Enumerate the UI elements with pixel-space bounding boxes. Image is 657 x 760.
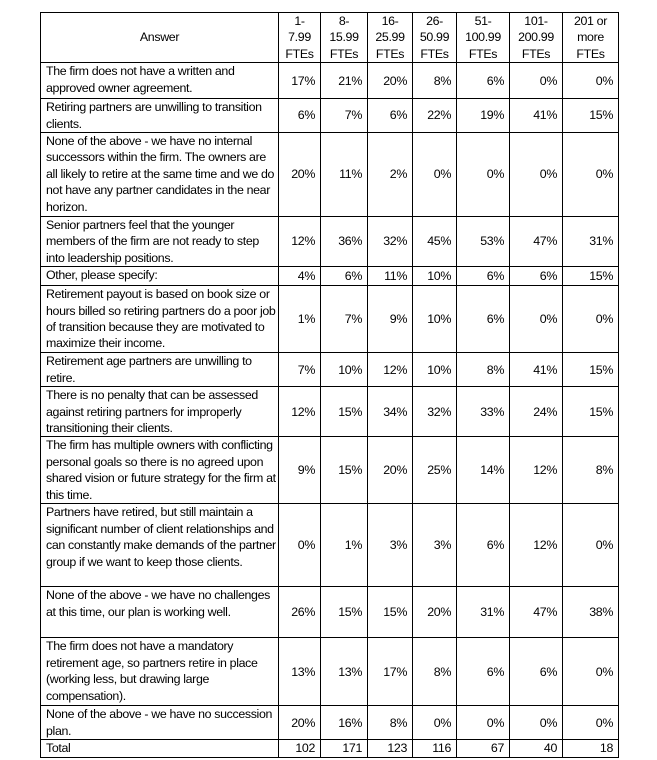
- percentage-cell: 41%: [510, 99, 563, 133]
- percentage-cell: 20%: [368, 437, 413, 504]
- percentage-cell: 20%: [279, 133, 321, 217]
- percentage-cell: 8%: [457, 353, 510, 387]
- percentage-cell: 0%: [457, 133, 510, 217]
- percentage-cell: 15%: [563, 267, 619, 286]
- percentage-cell: 32%: [368, 217, 413, 267]
- percentage-cell: 7%: [321, 286, 368, 353]
- total-count-cell: 67: [457, 740, 510, 757]
- percentage-cell: 10%: [321, 353, 368, 387]
- percentage-cell: 6%: [457, 286, 510, 353]
- answer-header: Answer: [41, 13, 279, 63]
- percentage-cell: 16%: [321, 706, 368, 740]
- percentage-cell: 17%: [368, 638, 413, 706]
- percentage-cell: 6%: [457, 638, 510, 706]
- table-row: [41, 99, 619, 133]
- percentage-cell: 36%: [321, 217, 368, 267]
- answer-cell: Retirement payout is based on book size or hours billed so retiring partners do a poor job of transition because they are motivated to maximize their income.: [41, 286, 279, 353]
- percentage-cell: 0%: [563, 63, 619, 99]
- percentage-cell: 15%: [563, 99, 619, 133]
- percentage-cell: 15%: [321, 437, 368, 504]
- percentage-cell: 25%: [413, 437, 457, 504]
- percentage-cell: 0%: [457, 706, 510, 740]
- total-count-cell: 171: [321, 740, 368, 757]
- percentage-cell: 9%: [368, 286, 413, 353]
- percentage-cell: 9%: [279, 437, 321, 504]
- total-count-cell: 102: [279, 740, 321, 757]
- table-row: [41, 706, 619, 740]
- percentage-cell: 6%: [279, 99, 321, 133]
- percentage-cell: 6%: [510, 267, 563, 286]
- percentage-cell: 15%: [368, 587, 413, 638]
- percentage-cell: 31%: [457, 587, 510, 638]
- percentage-cell: 8%: [368, 706, 413, 740]
- table-row: [41, 133, 619, 217]
- total-label: Total: [41, 740, 279, 757]
- table-row: [41, 217, 619, 267]
- answer-cell: Senior partners feel that the younger members of the firm are not ready to step into leadership positions.: [41, 217, 279, 267]
- percentage-cell: 4%: [279, 267, 321, 286]
- percentage-cell: 10%: [413, 353, 457, 387]
- percentage-cell: 13%: [321, 638, 368, 706]
- table-body: [41, 63, 619, 757]
- percentage-cell: 0%: [563, 706, 619, 740]
- percentage-cell: 12%: [510, 437, 563, 504]
- percentage-cell: 0%: [510, 63, 563, 99]
- table-row: [41, 353, 619, 387]
- percentage-cell: 20%: [279, 706, 321, 740]
- percentage-cell: 0%: [413, 706, 457, 740]
- percentage-cell: 15%: [321, 387, 368, 437]
- percentage-cell: 6%: [457, 267, 510, 286]
- answer-cell: The firm does not have a mandatory retirement age, so partners retire in place (working less, but drawing large compensation).: [41, 638, 279, 706]
- answer-cell: Retiring partners are unwilling to transition clients.: [41, 99, 279, 133]
- percentage-cell: 0%: [563, 133, 619, 217]
- percentage-cell: 33%: [457, 387, 510, 437]
- percentage-cell: 2%: [368, 133, 413, 217]
- percentage-cell: 53%: [457, 217, 510, 267]
- percentage-cell: 38%: [563, 587, 619, 638]
- percentage-cell: 0%: [510, 286, 563, 353]
- percentage-cell: 0%: [563, 638, 619, 706]
- percentage-cell: 11%: [368, 267, 413, 286]
- column-header-8-15.99: 8- 15.99 FTEs: [321, 13, 368, 63]
- table-row: [41, 437, 619, 504]
- percentage-cell: 22%: [413, 99, 457, 133]
- percentage-cell: 15%: [563, 387, 619, 437]
- header-row: [41, 13, 619, 63]
- percentage-cell: 19%: [457, 99, 510, 133]
- table-row: [41, 63, 619, 99]
- succession-challenges-table: [40, 12, 619, 758]
- percentage-cell: 12%: [368, 353, 413, 387]
- percentage-cell: 47%: [510, 217, 563, 267]
- percentage-cell: 6%: [510, 638, 563, 706]
- table-row: [41, 638, 619, 706]
- column-header-201-or-more: 201 or more FTEs: [563, 13, 619, 63]
- percentage-cell: 32%: [413, 387, 457, 437]
- percentage-cell: 8%: [413, 63, 457, 99]
- table-row: [41, 387, 619, 437]
- percentage-cell: 11%: [321, 133, 368, 217]
- percentage-cell: 41%: [510, 353, 563, 387]
- percentage-cell: 0%: [563, 286, 619, 353]
- percentage-cell: 3%: [368, 504, 413, 587]
- column-header-51-100.99: 51- 100.99 FTEs: [457, 13, 510, 63]
- total-count-cell: 123: [368, 740, 413, 757]
- percentage-cell: 14%: [457, 437, 510, 504]
- percentage-cell: 0%: [510, 706, 563, 740]
- percentage-cell: 21%: [321, 63, 368, 99]
- percentage-cell: 6%: [457, 63, 510, 99]
- table-row: [41, 504, 619, 587]
- percentage-cell: 47%: [510, 587, 563, 638]
- percentage-cell: 15%: [321, 587, 368, 638]
- percentage-cell: 12%: [279, 387, 321, 437]
- table-row: [41, 587, 619, 638]
- percentage-cell: 17%: [279, 63, 321, 99]
- answer-cell: None of the above - we have no succession plan.: [41, 706, 279, 740]
- total-count-cell: 40: [510, 740, 563, 757]
- percentage-cell: 0%: [413, 133, 457, 217]
- answer-cell: Partners have retired, but still maintain a significant number of client relationships and can constantly make demands of the partner group if we want to keep those clients.: [41, 504, 279, 587]
- total-count-cell: 18: [563, 740, 619, 757]
- percentage-cell: 20%: [368, 63, 413, 99]
- percentage-cell: 3%: [413, 504, 457, 587]
- table-row: [41, 267, 619, 286]
- percentage-cell: 12%: [279, 217, 321, 267]
- percentage-cell: 34%: [368, 387, 413, 437]
- percentage-cell: 0%: [510, 133, 563, 217]
- percentage-cell: 6%: [368, 99, 413, 133]
- percentage-cell: 10%: [413, 267, 457, 286]
- answer-cell: Retirement age partners are unwilling to retire.: [41, 353, 279, 387]
- percentage-cell: 13%: [279, 638, 321, 706]
- percentage-cell: 0%: [563, 504, 619, 587]
- percentage-cell: 31%: [563, 217, 619, 267]
- percentage-cell: 8%: [563, 437, 619, 504]
- percentage-cell: 20%: [413, 587, 457, 638]
- percentage-cell: 7%: [321, 99, 368, 133]
- percentage-cell: 24%: [510, 387, 563, 437]
- total-row: [41, 740, 619, 757]
- percentage-cell: 26%: [279, 587, 321, 638]
- percentage-cell: 7%: [279, 353, 321, 387]
- percentage-cell: 15%: [563, 353, 619, 387]
- table-row: [41, 286, 619, 353]
- percentage-cell: 6%: [321, 267, 368, 286]
- column-header-26-50.99: 26- 50.99 FTEs: [413, 13, 457, 63]
- answer-cell: None of the above - we have no challenges at this time, our plan is working well.: [41, 587, 279, 638]
- percentage-cell: 12%: [510, 504, 563, 587]
- answer-cell: None of the above - we have no internal successors within the firm. The owners are all likely to retire at the same time and we do not have any partner candidates in the near horizon.: [41, 133, 279, 217]
- answer-cell: Other, please specify:: [41, 267, 279, 286]
- percentage-cell: 6%: [457, 504, 510, 587]
- total-count-cell: 116: [413, 740, 457, 757]
- column-header-1-7.99: 1- 7.99 FTEs: [279, 13, 321, 63]
- percentage-cell: 10%: [413, 286, 457, 353]
- answer-cell: The firm has multiple owners with conflicting personal goals so there is no agreed upon shared vision or future strategy for the firm at this time.: [41, 437, 279, 504]
- column-header-101-200.99: 101- 200.99 FTEs: [510, 13, 563, 63]
- percentage-cell: 1%: [321, 504, 368, 587]
- percentage-cell: 0%: [279, 504, 321, 587]
- column-header-16-25.99: 16- 25.99 FTEs: [368, 13, 413, 63]
- percentage-cell: 8%: [413, 638, 457, 706]
- percentage-cell: 1%: [279, 286, 321, 353]
- answer-cell: There is no penalty that can be assessed against retiring partners for improperly transitioning their clients.: [41, 387, 279, 437]
- percentage-cell: 45%: [413, 217, 457, 267]
- answer-cell: The firm does not have a written and approved owner agreement.: [41, 63, 279, 99]
